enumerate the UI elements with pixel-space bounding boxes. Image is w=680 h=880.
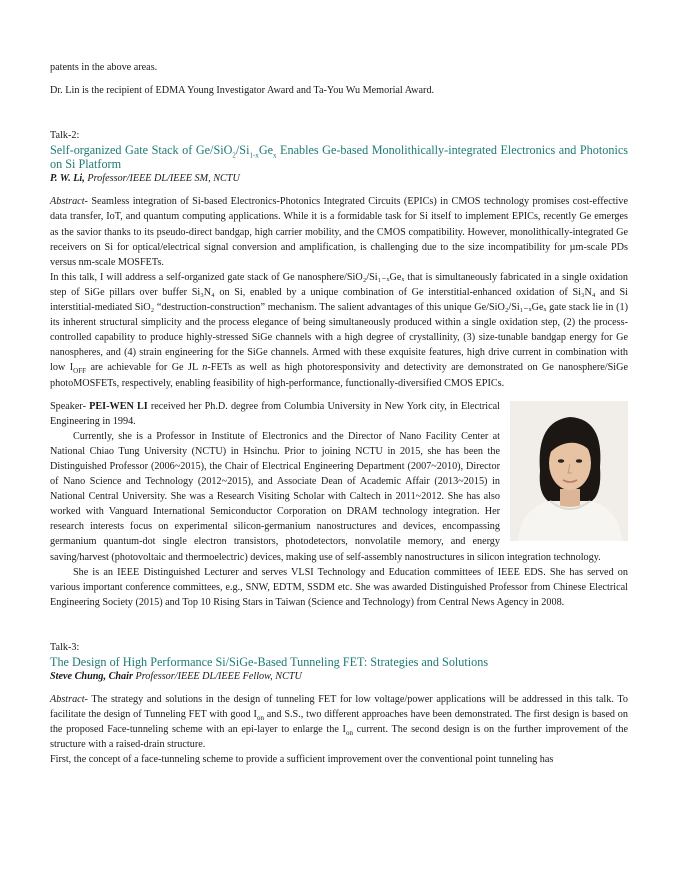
- talk2-bio-p1: Speaker- PEI-WEN LI received her Ph.D. degree from Columbia University in New York city, in Electrical Engineering in 1994.: [50, 400, 500, 427]
- talk2-label: Talk-2:: [50, 130, 80, 142]
- talk2-bio-p3: She is an IEEE Distinguished Lecturer and serves VLSI Technology and Education committees of IEEE EDS. She has served on various important conference committees, e.g., SNW, EDTM, SSDM etc. She was awarded Distinguished Professor from Chinese Electrical Engineering Society (2015) and Top 10 Rising Stars in Taiwan (Science and Technology) from Central News Agency in 2008.: [50, 566, 628, 608]
- document-page: [50, 60, 628, 768]
- speaker-photo: [510, 401, 628, 541]
- talk2-abstract-p1: Abstract- Seamless integration of Si-based Electronics-Photonics Integrated Circuits (EPICs) in CMOS technology promises cost-effective data transfer, IoT, and quantum computing applications. While it is a formidable task for Si itself to implement EPICs, recently Ge emerges as the savior thanks to its pseudo-direct bandgap, high carrier mobility, and the CMOS compatibility. However, monolithically-integrated Ge receivers on Si for optical/electrical signal conversion and amplification, is challenging due to the size incompatibility for µm-scale PDs versus nm-scale MOSFETs.: [50, 196, 628, 268]
- talk2-speaker-byline: P. W. Li, Professor/IEEE DL/IEEE SM, NCTU: [50, 173, 240, 185]
- speaker-portrait-icon: [510, 401, 628, 541]
- talk3-label: Talk-3:: [50, 641, 80, 653]
- talk3-abstract-p1: Abstract- The strategy and solutions in the design of tunneling FET for low voltage/power applications will be addressed in this talk. To facilitate the design of Tunneling FET with good $I_{on}$ and S.S., two different approaches have been demonstrated. The first design is based on the proposed Face-tunneling scheme with an epi-layer to enlarge the $I_{on}$ current. The second design is on the further improvement of the structure with a raised-drain structure.: [50, 694, 628, 751]
- talk3-abstract-p2: First, the concept of a face-tunneling scheme to provide a sufficient improvement over the conventional point tunneling has: [50, 754, 554, 766]
- intro-line-2: Dr. Lin is the recipient of EDMA Young Investigator Award and Ta-You Wu Memorial Award.: [50, 85, 435, 97]
- talk2-title: Self-organized Gate Stack of $Ge/SiO_2/Si_{1-x}Ge_x$ Enables Ge-based Monolithically-integrated Electronics and Photonics on Si Platform: [50, 143, 628, 172]
- talk3-speaker-byline: Steve Chung, Chair Professor/IEEE DL/IEEE Fellow, NCTU: [50, 671, 302, 682]
- talk3-title: The Design of High Performance Si/SiGe-Based Tunneling FET: Strategies and Solutions: [50, 655, 489, 669]
- intro-line-1: patents in the above areas.: [50, 62, 158, 73]
- talk2-abstract-p2: In this talk, I will address a self-organized gate stack of Ge nanosphere/SiO₂/Si₁₋ₓGeₓ that is simultaneously fabricated in a single oxidation step of SiGe pillars over buffer Si₃N₄ on Si, enabled by a unique combination of Ge interstitial-enhanced oxidation of Si₃N₄ and Si interstitial-mediated SiO₂ “destruction-construction” mechanism. The salient advantages of this unique Ge/SiO₂/Si₁₋ₓGeₓ gate stack lie in (1) its inherent structural simplicity and the process elegance of being simultaneously produced within a single oxidation step, (2) the process-controlled capability to produce highly-stressed SiGe channels with a high degree of crystallinity, (3) size-tunable bandgap energy for Ge nanospheres, and (4) strain engineering for the SiGe channels. Armed with these exquisite features, high drive current in combination with low $I_{OFF}$ are achievable for Ge JL n-FETs as well as high photoresponsivity and detectivity are demonstrated on Ge nanosphere/SiGe photoMOSFETs, respectively, enabling feasibility of high-performance, functionally-diversified CMOS EPICs.: [50, 271, 628, 389]
- talk2-bio-p2: Currently, she is a Professor in Institute of Electronics and the Director of Nano Facility Center at National Chiao Tung University (NCTU) in Hsinchu. Prior to joining NCTU in 2015, she has been the Distinguished Professor (2006~2015), the Chair of Electrical Engineering Department (2007~2010), Director of Nano Science and Technology (2012~2015), and Associate Dean of Academic Affair (2013~2015) in National Central University. She was a Research Visiting Scholar with Caltech in 2011~2012. She has also worked with Vanguard International Semiconductor Corporation on DRAM technology integration. Her research interests focus on experimental silicon-germanium nanostructures and devices, encompassing germanium quantum-dot single electron transistors, photodetectors, nonvolatile memory, and energy saving/harvest (photovoltaic and thermoelectric) devices, making use of self-assembly nanostructures in silicon integration technology.: [50, 430, 601, 563]
